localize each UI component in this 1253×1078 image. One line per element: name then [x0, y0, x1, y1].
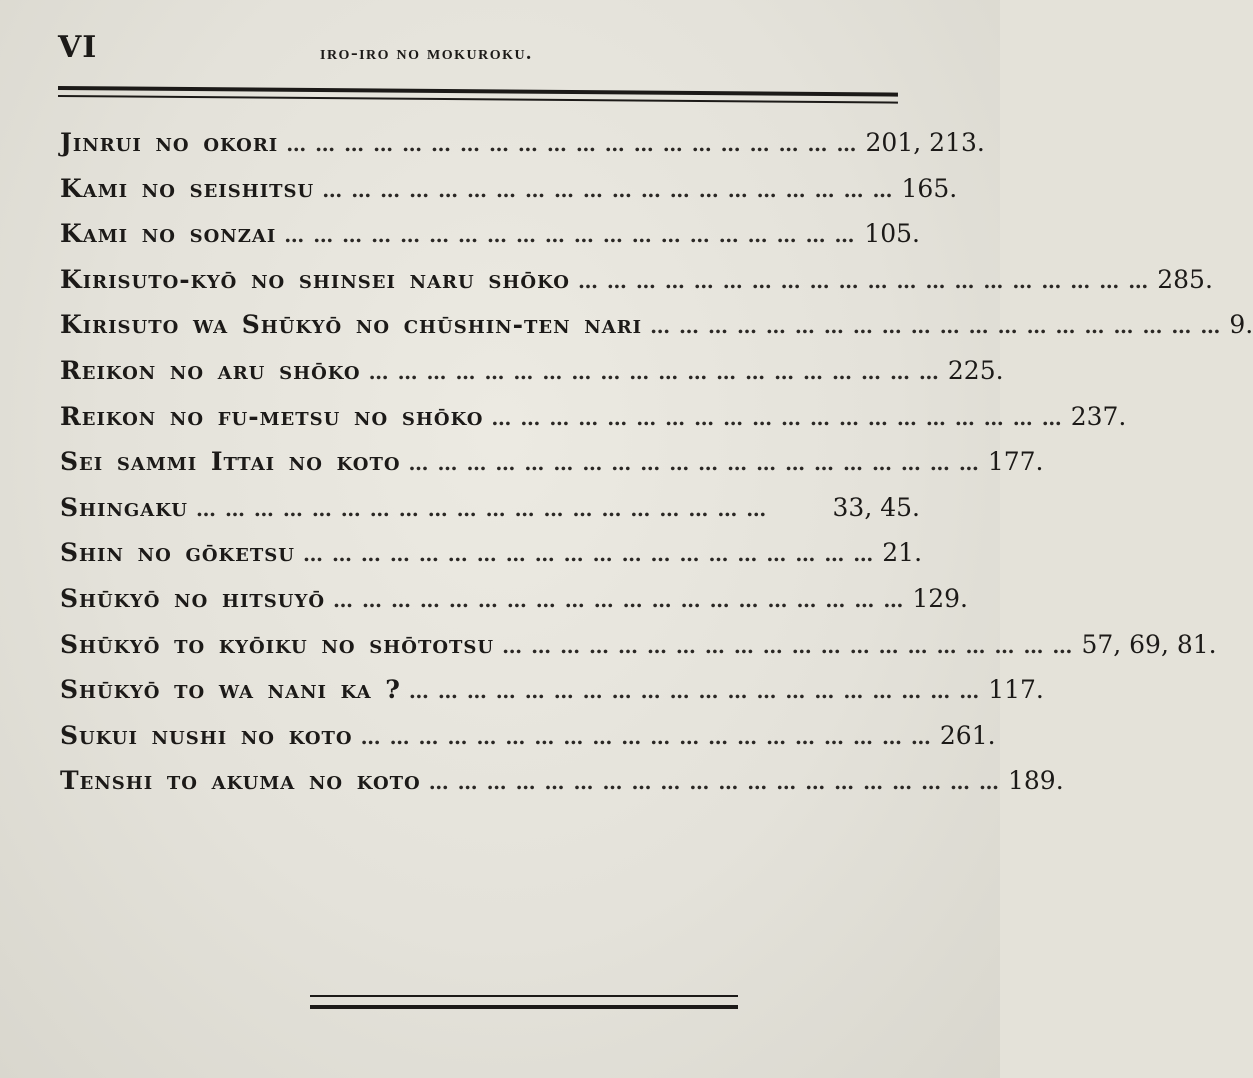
toc-entry — [60, 447, 1044, 493]
toc-entry-page: 105. — [864, 219, 920, 249]
toc-entry-leader: … … … … … … … … … … … … … … … … … … … … — [491, 405, 1063, 430]
toc-entry — [60, 675, 1044, 721]
toc-entry-page: 21. — [882, 538, 923, 568]
toc-entry-leader: … … … … … … … … … … … … … … … … … … … … — [408, 679, 981, 704]
toc-entry — [60, 766, 1064, 812]
toc-entry-leader: … … … … … … … … … … … … … … … … … … … … — [368, 359, 940, 384]
toc-entry-page: 189. — [1008, 766, 1064, 796]
toc-entry-title: Shūkyō no hitsuyō — [60, 583, 326, 613]
toc-entry-page: 117. — [988, 675, 1044, 705]
toc-entry — [60, 720, 996, 767]
toc-entry-page: 225. — [947, 355, 1004, 385]
toc-entry-leader: … … … … … … … … … … … … … … … … … … … … — [284, 223, 856, 248]
toc-entry-title: Shūkyō to wa nani ka ? — [60, 675, 401, 705]
toc-entry — [60, 355, 1004, 402]
toc-entry-title: Kami no seishitsu — [60, 173, 315, 203]
toc-entry-title: Shin no gōketsu — [60, 538, 295, 568]
toc-entry-leader: … … … … … … … … … … … … … … … … … … … … — [322, 177, 894, 202]
toc-entry-page: 261. — [939, 720, 996, 750]
footer-rule-thin — [310, 995, 738, 997]
toc-entry-page: 33, 45. — [832, 492, 920, 522]
toc-entry-leader: … … … … … … … … … … … … … … … … … … … … — [650, 314, 1222, 339]
page-number: VI — [58, 30, 98, 65]
toc-entry-page: 237. — [1070, 401, 1127, 431]
toc-entry-title: Reikon no aru shōko — [60, 355, 361, 385]
toc-entry — [60, 538, 923, 584]
footer-rule-thick — [310, 1005, 738, 1009]
toc-entry-leader: … … … … … … … … … … … … … … … … … … … … — [286, 132, 858, 156]
toc-entry-page: 165. — [901, 173, 958, 203]
toc-entry — [60, 493, 920, 539]
toc-entry-title: Shingaku — [60, 492, 188, 522]
toc-entry — [60, 219, 920, 265]
toc-entry-title: Kirisuto-kyō no shinsei naru shōko — [60, 264, 570, 294]
toc-entry-title: Tenshi to akuma no koto — [60, 766, 421, 796]
toc-entry — [60, 401, 1127, 448]
toc-entry-leader: … … … … … … … … … … … … … … … … … … … … — [302, 542, 875, 567]
toc-entry-leader: … … … … … … … … … … … … … … … … … … … … — [195, 496, 768, 521]
toc-entry-title: Sukui nushi no koto — [60, 720, 353, 750]
toc-entry-title: Shūkyō to kyōiku no shōtotsu — [60, 629, 495, 659]
toc-entry-page: 57, 69, 81. — [1081, 629, 1217, 659]
toc-entry-leader: … … … … … … … … … … … … … … … … … … … … — [577, 268, 1150, 293]
toc-entry-page: 177. — [987, 447, 1044, 477]
toc-entry — [60, 310, 1253, 356]
toc-entry-leader: … … … … … … … … … … … … … … … … … … … … — [428, 770, 1000, 795]
header-rule-thin — [58, 95, 898, 103]
toc-entry — [60, 264, 1213, 311]
running-head: iro-iro no mokuroku. — [320, 42, 533, 64]
toc-entry-leader: … … … … … … … … … … … … … … … … … … … … — [333, 587, 905, 612]
toc-entry — [60, 173, 958, 220]
toc-entry-leader: … … … … … … … … … … … … … … … … … … … … — [360, 724, 932, 749]
toc-entry-page: 201, 213. — [865, 128, 985, 157]
toc-entry — [60, 583, 969, 630]
toc-entry — [60, 128, 985, 174]
toc-entry-title: Kirisuto wa Shūkyō no chūshin-ten nari — [60, 310, 643, 340]
toc-entry-page: 129. — [912, 583, 969, 613]
toc-entry — [60, 629, 1217, 676]
toc-entry-page: 285. — [1157, 264, 1213, 294]
toc-entry-title: Reikon no fu-metsu no shōko — [60, 401, 484, 431]
table-of-contents — [60, 128, 1253, 812]
toc-entry-page: 9. — [1229, 310, 1253, 340]
toc-entry-title: Kami no sonzai — [60, 219, 277, 249]
toc-entry-title: Sei sammi Ittai no koto — [60, 447, 401, 477]
toc-entry-leader: … … … … … … … … … … … … … … … … … … … … — [408, 451, 980, 476]
toc-entry-title: Jinrui no okori — [60, 128, 279, 157]
toc-entry-leader: … … … … … … … … … … … … … … … … … … … … — [502, 633, 1074, 658]
